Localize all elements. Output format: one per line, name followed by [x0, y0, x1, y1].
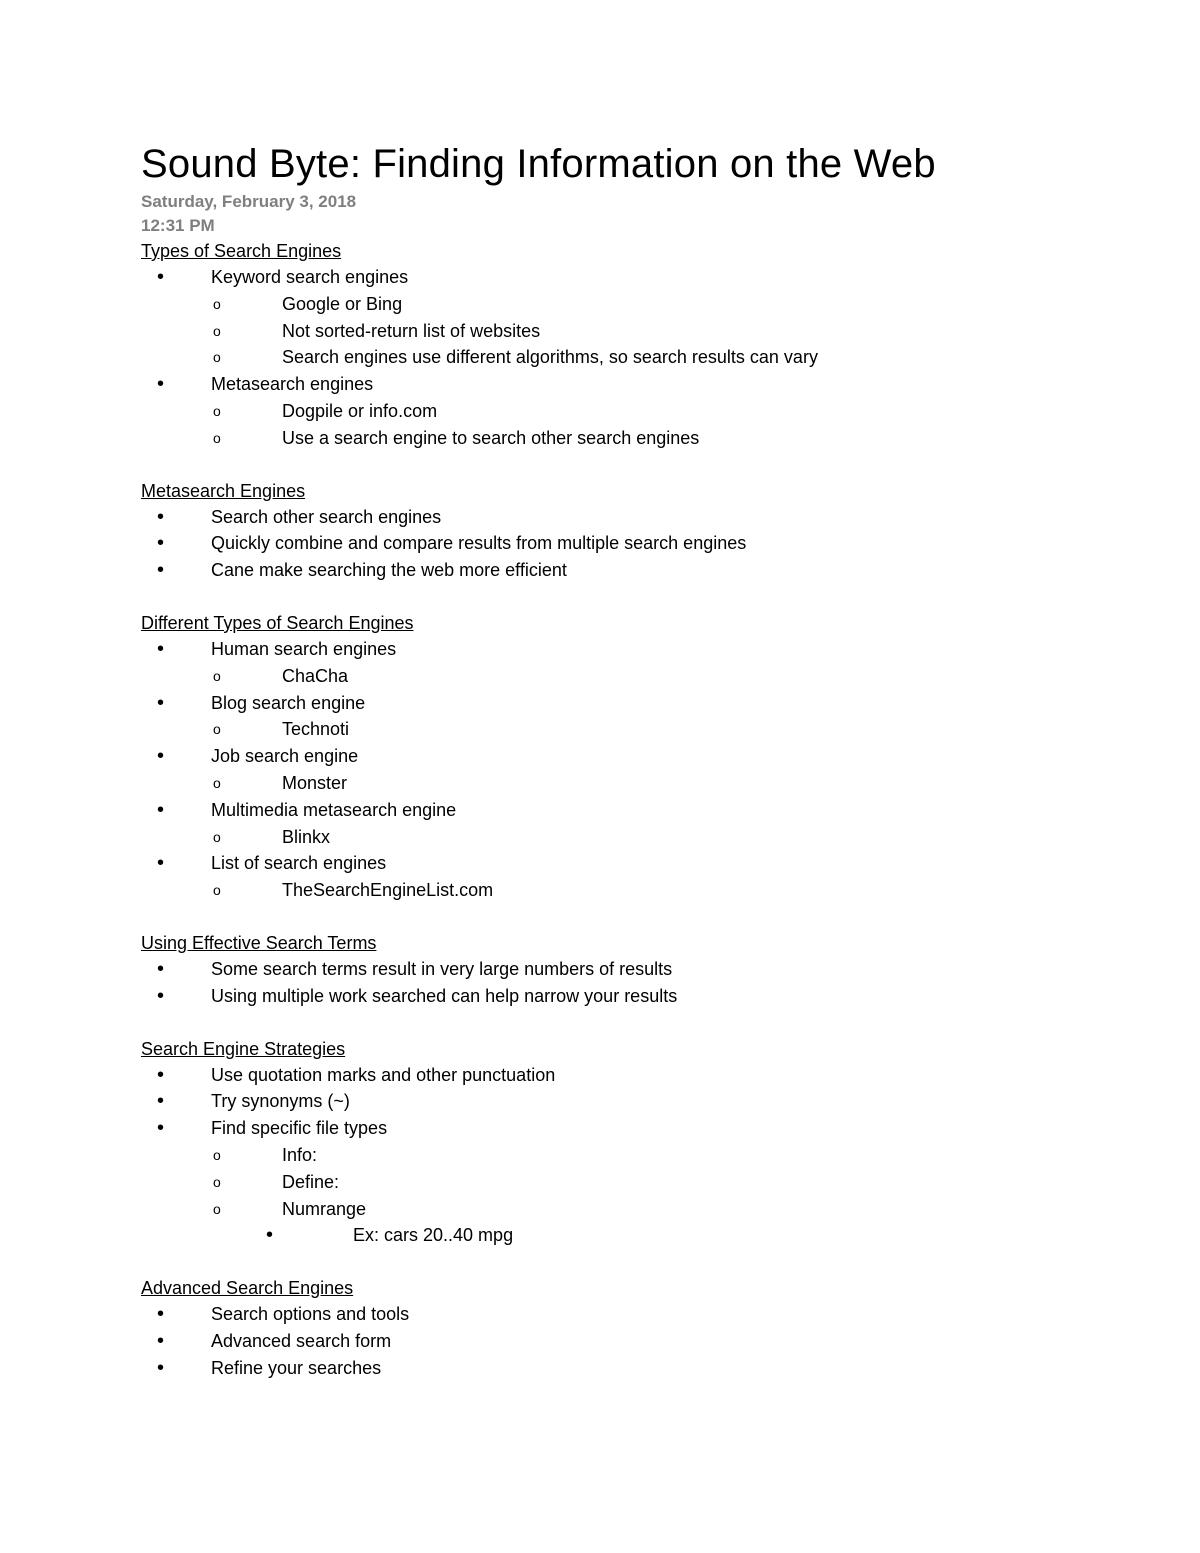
list-item — [141, 690, 1141, 717]
list-item — [141, 663, 1141, 690]
list-item-text: Keyword search engines — [211, 267, 409, 287]
bullet-icon: • — [157, 1329, 165, 1352]
list-item-text: Metasearch engines — [211, 374, 374, 395]
bullet-icon: • — [157, 691, 165, 714]
bullet-icon: • — [157, 637, 165, 660]
bullet-icon: • — [157, 532, 165, 555]
bullet-icon: • — [157, 505, 165, 528]
list-item-text: Refine your searches — [211, 1357, 382, 1378]
list-item-text: TheSearchEngineList.com — [282, 880, 494, 901]
list-item — [141, 824, 1141, 851]
bullet-icon: • — [157, 984, 165, 1007]
note-time: 12:31 PM — [141, 216, 215, 235]
list-item — [141, 1142, 1141, 1169]
list-item — [141, 770, 1141, 797]
list-item — [141, 1355, 1141, 1382]
circle-bullet-icon: o — [213, 828, 221, 845]
list-item-text: Not sorted-return list of websites — [282, 320, 541, 341]
bullet-icon: • — [157, 852, 165, 875]
bullet-icon: • — [157, 559, 165, 582]
list-item-text: Find specific file types — [211, 1118, 388, 1139]
list-item — [141, 1328, 1141, 1355]
circle-bullet-icon: o — [213, 774, 221, 791]
list-item-text: Blinkx — [282, 826, 331, 847]
list-item-text: Cane make searching the web more efficient — [211, 560, 567, 581]
note-body — [141, 238, 1141, 1382]
list-item — [141, 557, 1141, 584]
list-item-text: Blog search engine — [211, 692, 366, 713]
list-item-text: Dogpile or info.com — [282, 400, 438, 421]
circle-bullet-icon: o — [213, 721, 221, 738]
note-section — [141, 610, 1141, 904]
list-item — [141, 1169, 1141, 1196]
list-item — [141, 371, 1141, 398]
list-item-text: Ex: cars 20..40 mpg — [353, 1225, 514, 1246]
list-item-text: Search engines use different algorithms, so search results can vary — [282, 347, 818, 368]
circle-bullet-icon: o — [213, 429, 221, 446]
bullet-icon: • — [157, 1063, 165, 1086]
circle-bullet-icon: o — [213, 882, 221, 899]
note-section — [141, 1275, 1141, 1381]
list-item-text: Advanced search form — [211, 1330, 392, 1351]
circle-bullet-icon: o — [213, 667, 221, 684]
list-item — [141, 636, 1141, 663]
list-item — [141, 318, 1141, 345]
list-item — [141, 956, 1141, 983]
note-section — [141, 478, 1141, 584]
list-item — [141, 797, 1141, 824]
note-date: Saturday, February 3, 2018 — [141, 192, 357, 211]
list-item-text: Using multiple work searched can help narrow your results — [211, 985, 678, 1006]
list-item — [141, 1196, 1141, 1223]
list-item-text: Search other search engines — [211, 506, 442, 527]
list-item — [141, 716, 1141, 743]
list-item-text: Search options and tools — [211, 1304, 410, 1325]
list-item-text: Use quotation marks and other punctuation — [211, 1064, 556, 1085]
bullet-icon: • — [266, 1224, 274, 1247]
bullet-icon: • — [157, 957, 165, 980]
list-item-text: Try synonyms (~) — [211, 1091, 350, 1112]
bullet-icon: • — [157, 798, 165, 821]
section-heading: Types of Search Engines — [141, 241, 342, 261]
list-item-text: ChaCha — [282, 665, 349, 686]
list-item-text: List of search engines — [211, 853, 387, 874]
list-item-text: Google or Bing — [282, 293, 403, 314]
list-item — [141, 1222, 1141, 1249]
bullet-icon: • — [157, 1117, 165, 1140]
circle-bullet-icon: o — [213, 295, 221, 312]
list-item — [141, 1301, 1141, 1328]
list-item-text: Multimedia metasearch engine — [211, 799, 457, 820]
list-item-text: Human search engines — [211, 638, 397, 659]
list-item-text: Info: — [282, 1144, 318, 1165]
list-item-text: Some search terms result in very large numbers of results — [211, 958, 673, 979]
list-item — [141, 1062, 1141, 1089]
section-heading: Metasearch Engines — [141, 480, 306, 501]
section-heading: Search Engine Strategies — [141, 1038, 346, 1059]
section-heading: Different Types of Search Engines — [141, 612, 414, 633]
bullet-icon: • — [157, 745, 165, 768]
note-page — [141, 138, 1141, 1408]
list-item — [141, 398, 1141, 425]
list-item — [141, 344, 1141, 371]
note-section — [141, 930, 1141, 1010]
bullet-icon: • — [157, 1356, 165, 1379]
list-item-text: Monster — [282, 772, 348, 793]
note-section — [141, 238, 1141, 452]
list-item — [141, 1115, 1141, 1142]
circle-bullet-icon: o — [213, 322, 221, 339]
circle-bullet-icon: o — [213, 349, 221, 366]
bullet-icon: • — [157, 373, 165, 396]
circle-bullet-icon: o — [213, 402, 221, 419]
list-item — [141, 425, 1141, 452]
list-item — [141, 850, 1141, 877]
list-item — [141, 877, 1141, 904]
circle-bullet-icon: o — [213, 1200, 221, 1217]
circle-bullet-icon: o — [213, 1146, 221, 1163]
section-heading: Using Effective Search Terms — [141, 932, 377, 953]
list-item — [141, 264, 1141, 291]
bullet-icon: • — [157, 1090, 165, 1113]
list-item — [141, 530, 1141, 557]
list-item — [141, 1088, 1141, 1115]
list-item-text: Job search engine — [211, 746, 359, 767]
bullet-icon: • — [157, 266, 165, 288]
section-heading: Advanced Search Engines — [141, 1278, 354, 1299]
list-item-text: Technoti — [282, 719, 350, 740]
list-item-text: Use a search engine to search other search engines — [282, 427, 700, 448]
list-item-text: Quickly combine and compare results from multiple search engines — [211, 533, 747, 554]
list-item — [141, 291, 1141, 318]
bullet-icon: • — [157, 1303, 165, 1326]
page-title: Sound Byte: Finding Information on the Web — [141, 142, 936, 186]
list-item-text: Numrange — [282, 1198, 367, 1219]
note-section — [141, 1036, 1141, 1250]
list-item — [141, 504, 1141, 531]
list-item — [141, 983, 1141, 1010]
list-item — [141, 743, 1141, 770]
circle-bullet-icon: o — [213, 1173, 221, 1190]
list-item-text: Define: — [282, 1171, 340, 1192]
